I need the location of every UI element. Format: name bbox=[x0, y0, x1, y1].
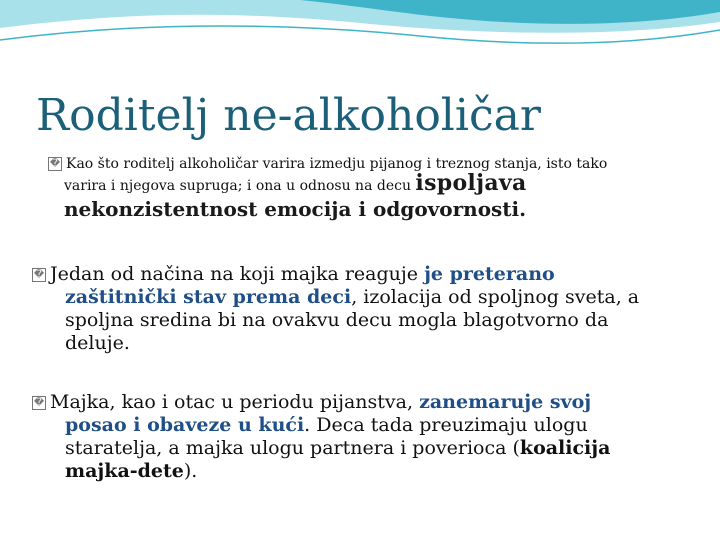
header-wave-decoration bbox=[0, 0, 720, 70]
paragraph-2 bbox=[32, 263, 682, 355]
paragraph-1 bbox=[48, 155, 688, 222]
p3-bold-majka-dete: majka-dete bbox=[65, 460, 184, 482]
bullet-box-icon: � bbox=[49, 158, 61, 169]
p3-emphasis-a: zanemaruje svoj bbox=[419, 391, 592, 413]
p2-text-e: spoljna sredina bi na ovakvu decu mogla blagotvorno da bbox=[65, 309, 609, 331]
p3-text-d: . Deca tada preuzimaju ulogu bbox=[304, 414, 588, 436]
bullet-box-icon: � bbox=[33, 397, 45, 408]
p3-text-h: ). bbox=[183, 460, 198, 482]
p1-line-1: Kao što roditelj alkoholičar varira izmedju pijanog i treznog stanja, isto tako bbox=[66, 156, 608, 172]
p3-bold-koalicija: koalicija bbox=[519, 437, 611, 459]
paragraph-3 bbox=[32, 391, 682, 483]
p3-emphasis-b: posao i obaveze u kući bbox=[65, 414, 305, 436]
p2-text-f: deluje. bbox=[65, 332, 130, 354]
p1-emphasis-line: nekonzistentnost emocija i odgovornosti. bbox=[64, 197, 527, 221]
p3-text-e: staratelja, a majka ulogu partnera i poverioca ( bbox=[65, 437, 520, 459]
p3-text-a: Majka, kao i otac u periodu pijanstva, bbox=[50, 391, 420, 413]
p2-emphasis-b: zaštitnički stav prema deci bbox=[65, 286, 352, 308]
p2-text-a: Jedan od načina na koji majka reaguje bbox=[50, 263, 425, 285]
p2-emphasis-a: je preterano bbox=[424, 263, 555, 285]
p1-line-2: varira i njegova supruga; i ona u odnosu na decu bbox=[64, 178, 416, 194]
p1-emphasis-ispoljava: ispoljava bbox=[415, 170, 527, 196]
slide-title: Roditelj ne-alkoholičar bbox=[36, 90, 541, 141]
bullet-box-icon: � bbox=[33, 269, 45, 280]
p2-text-d: , izolacija od spoljnog sveta, a bbox=[351, 286, 640, 308]
